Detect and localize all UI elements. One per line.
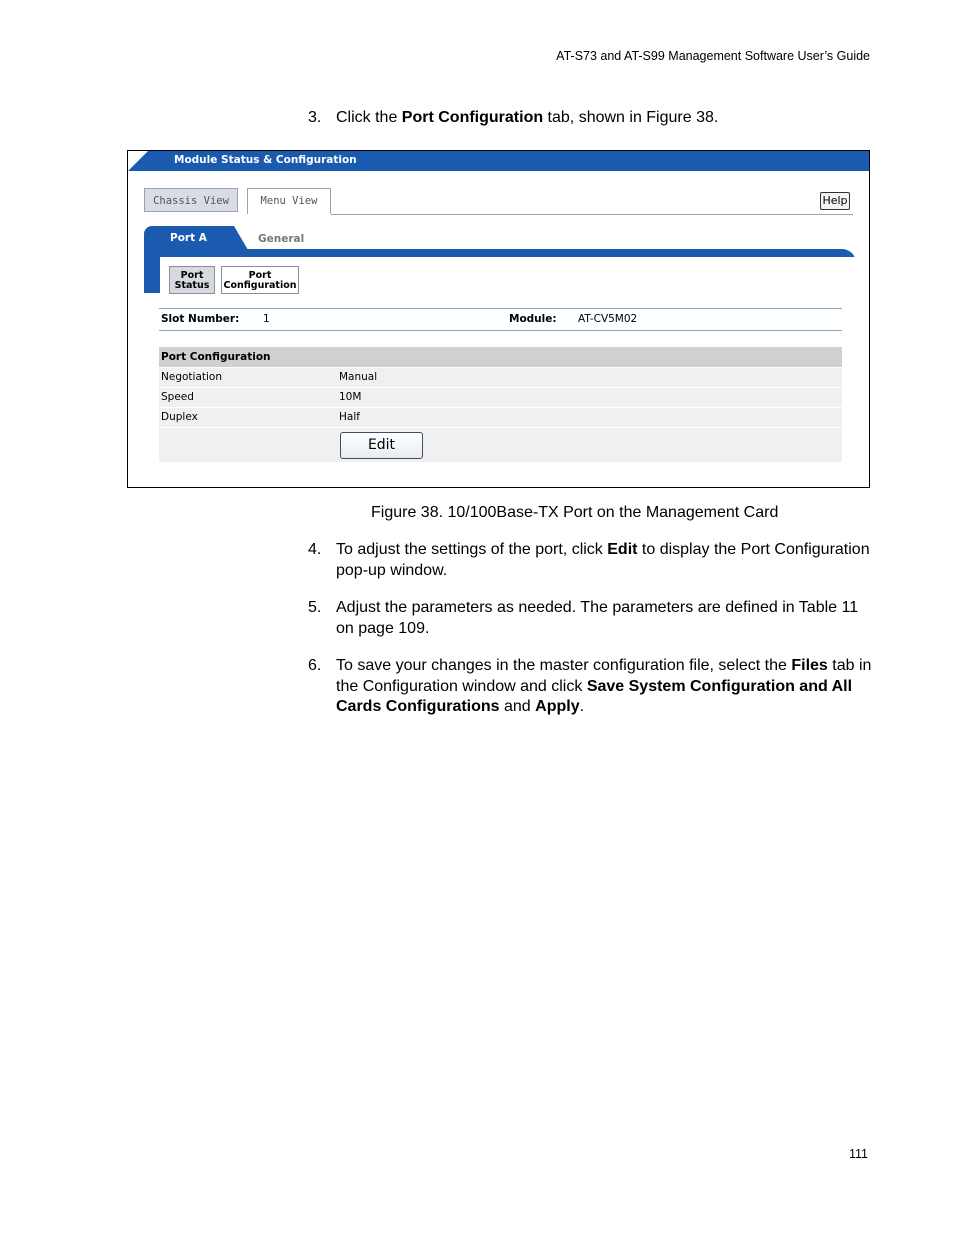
help-button[interactable]: Help — [820, 192, 850, 210]
slot-number-value: 1 — [263, 313, 270, 325]
negotiation-label: Negotiation — [161, 371, 222, 383]
port-panel-bar — [144, 249, 808, 257]
page-number: 111 — [848, 1147, 868, 1161]
row-negotiation — [159, 368, 842, 387]
duplex-value: Half — [339, 411, 360, 423]
window-title: Module Status & Configuration — [174, 154, 357, 166]
tab-port-a[interactable] — [144, 226, 234, 250]
negotiation-value: Manual — [339, 371, 378, 383]
figure-38-screenshot — [127, 150, 870, 488]
rule-bottom — [159, 330, 842, 331]
edit-row — [159, 428, 842, 462]
tab-chassis-view[interactable]: Chassis View — [144, 188, 238, 212]
tab-menu-view[interactable]: Menu View — [247, 188, 331, 214]
module-label: Module: — [509, 313, 557, 325]
tab-port-configuration[interactable]: Port Configuration — [221, 266, 299, 294]
module-status-titlebar — [128, 151, 869, 171]
slot-module-row — [159, 313, 842, 329]
slot-number-label: Slot Number: — [161, 313, 240, 325]
duplex-label: Duplex — [161, 411, 198, 423]
module-value: AT-CV5M02 — [578, 313, 638, 325]
speed-value: 10M — [339, 391, 362, 403]
tab-general[interactable]: General — [258, 233, 305, 245]
port-panel-left — [144, 257, 160, 293]
rule-top — [159, 308, 842, 309]
row-speed — [159, 388, 842, 407]
row-duplex — [159, 408, 842, 427]
speed-label: Speed — [161, 391, 194, 403]
tab-port-status[interactable]: Port Status — [169, 266, 215, 294]
edit-button[interactable]: Edit — [340, 432, 423, 459]
port-panel-curve — [794, 257, 824, 293]
port-configuration-header: Port Configuration — [159, 347, 842, 367]
tab-port-a-label: Port A — [170, 232, 207, 244]
tab-divider — [331, 214, 853, 215]
running-header: AT-S73 and AT-S99 Management Software User’s Guide — [556, 49, 870, 63]
figure-caption: Figure 38. 10/100Base-TX Port on the Management Card — [371, 504, 779, 521]
